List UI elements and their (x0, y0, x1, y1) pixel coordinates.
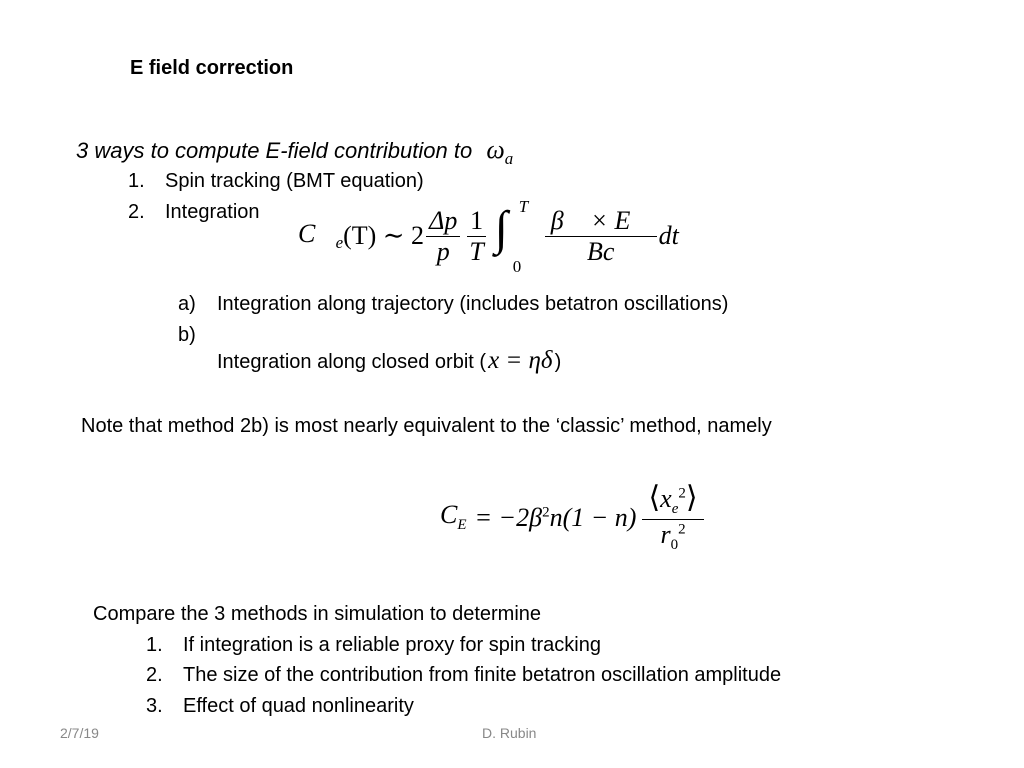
sub-method-b (178, 324, 562, 374)
footer-author: D. Rubin (482, 725, 537, 741)
method-2-num: 2. (128, 201, 145, 223)
sub-method-a (178, 293, 729, 316)
omega-symbol: $\omega_a$ (486, 135, 514, 169)
method-1 (128, 170, 424, 193)
compare-item-1-text: If integration is a reliable proxy for spin tracking (183, 634, 601, 656)
sub-method-b-close: ) (554, 351, 562, 373)
closed-orbit-expr: x = ηδ (488, 347, 553, 374)
sub-method-b-letter: b) (178, 324, 196, 346)
classic-den: $r_0^2$ (660, 519, 686, 553)
sub-method-b-text: Integration along closed orbit ( (217, 351, 487, 373)
integral-equation (298, 196, 679, 276)
sub-method-a-text: Integration along trajectory (includes betatron oscillations) (217, 293, 729, 315)
frac-dp-p: $\frac{\Delta p}{p}$ (426, 206, 460, 267)
compare-item-1: 1. If integration is a reliable proxy for spin tracking (146, 634, 601, 656)
ce-symbol: $C⃗_e$ (298, 218, 344, 253)
dt: dt (658, 221, 679, 250)
note-text: Note that method 2b) is most nearly equivalent to the ‘classic’ method, namely (81, 415, 772, 437)
compare-item-2: 2. The size of the contribution from finite betatron oscillation amplitude (146, 664, 782, 686)
method-2 (128, 201, 260, 224)
method-1-num: 1. (128, 170, 145, 192)
subtitle-text: 3 ways to compute E-field contribution to (76, 138, 473, 163)
compare-intro: Compare the 3 methods in simulation to determine (93, 603, 542, 625)
frac-xe-r0 (642, 481, 703, 554)
classic-rhs: = $-2\beta^2n(1 - n)$ (474, 502, 637, 532)
integral-sign: ∫ T 0 (494, 197, 529, 276)
classic-num: $⟨x_e^2⟩$ (642, 481, 703, 519)
compare-item-2-text: The size of the contribution from finite betatron oscillation amplitude (183, 664, 782, 686)
subtitle (76, 135, 513, 169)
compare-item-3: 3. Effect of quad nonlinearity (146, 695, 414, 717)
eq-arg: (T) ∼ 2 (343, 221, 425, 250)
classic-equation (440, 470, 704, 565)
sub-method-a-letter: a) (178, 293, 196, 315)
compare-item-3-text: Effect of quad nonlinearity (183, 695, 414, 717)
footer-date: 2/7/19 (60, 725, 99, 741)
method-2-text: Integration (165, 201, 260, 223)
frac-beta-e: $\frac{\beta⃗ \times E⃗}{Bc}$ (545, 206, 657, 267)
ce-classic: $C_E$ (440, 500, 467, 534)
slide-title: E field correction (130, 57, 294, 79)
frac-1-t: $\frac{1}{T}$ (466, 206, 486, 267)
method-1-text: Spin tracking (BMT equation) (165, 170, 424, 192)
